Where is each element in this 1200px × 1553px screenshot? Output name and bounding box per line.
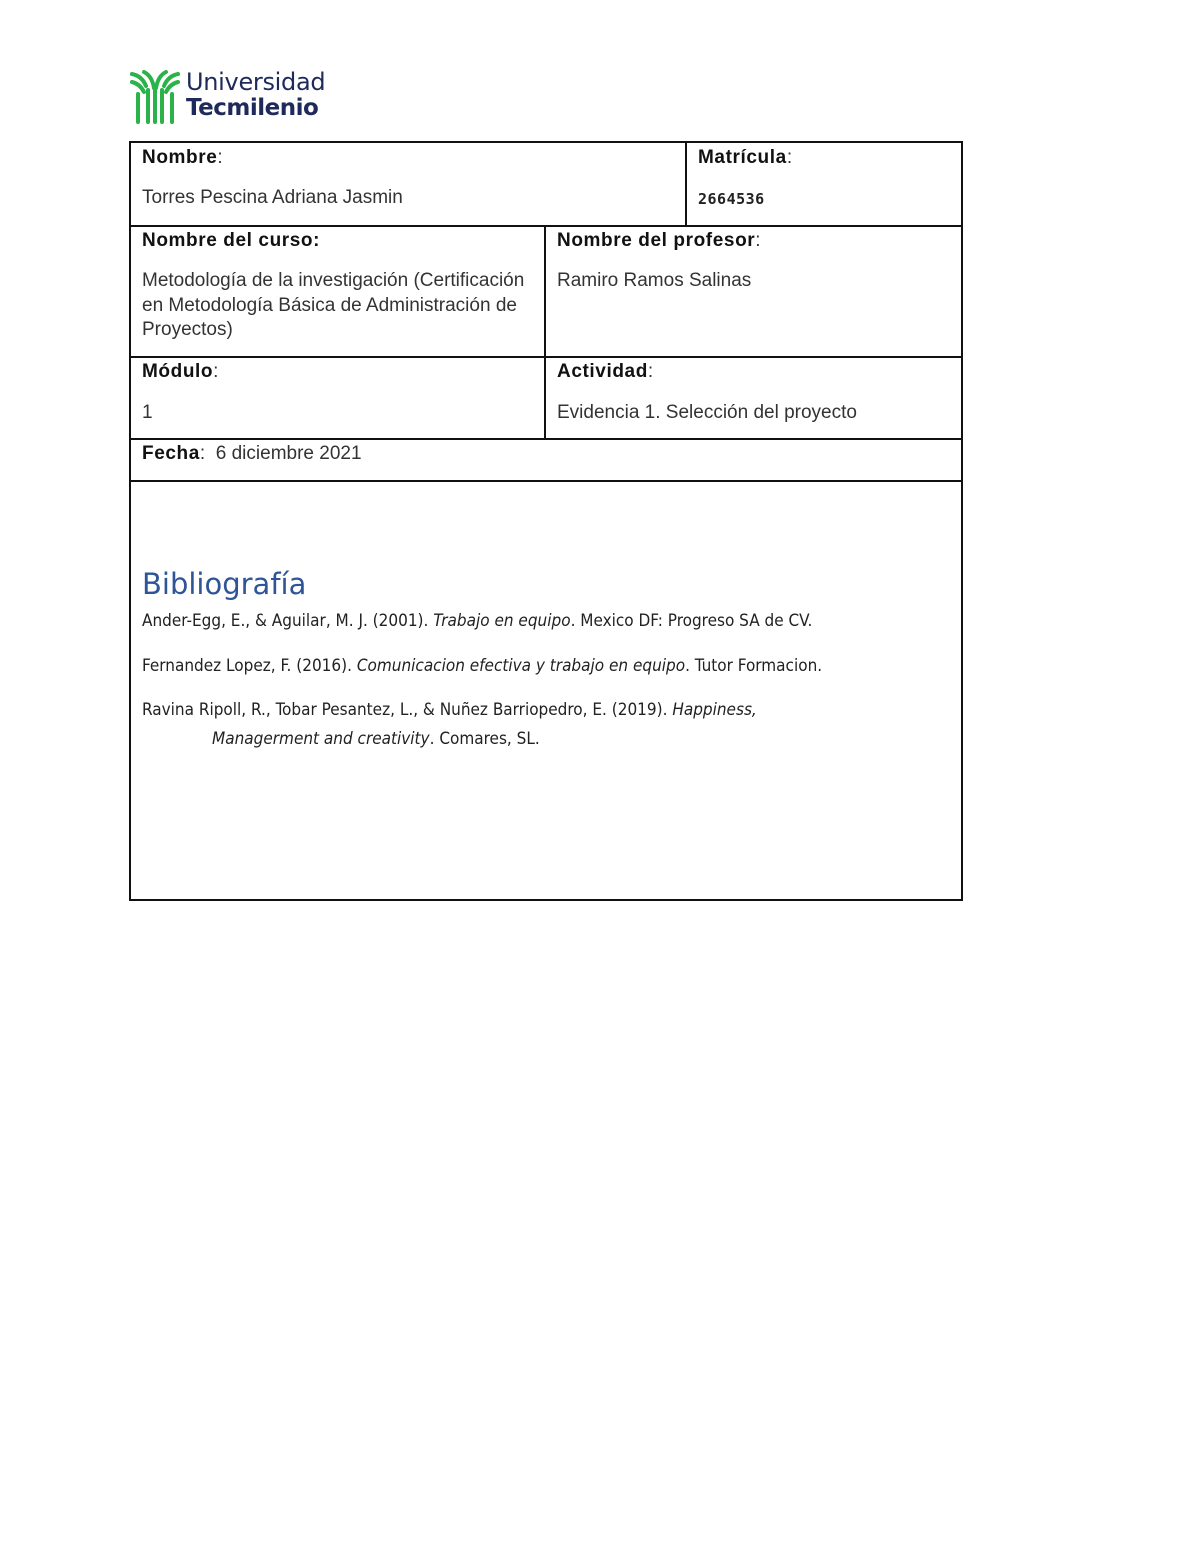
reference-item [142,607,812,636]
university-logo [128,66,328,128]
row-divider [131,480,961,482]
cover-form [129,141,963,901]
reference-text: Ander-Egg, E., & Aguilar, M. J. (2001). [142,611,434,631]
reference-title: Comunicacion efectiva y trabajo en equipo [356,656,686,676]
nombre-label: Nombre [142,147,218,168]
row-divider [131,438,961,440]
profesor-value: Ramiro Ramos Salinas [557,270,752,291]
bibliography-heading: Bibliografía [142,567,307,601]
matricula-value: 2664536 [698,190,765,208]
reference-text: . Comares, SL. [429,729,540,749]
column-divider [544,225,546,438]
modulo-label: Módulo [142,361,214,382]
matricula-cell: Matrícula: [698,147,793,168]
reference-title: Happiness, [672,700,757,720]
nombre-cell: Nombre: [142,147,223,168]
fecha-value: 6 diciembre 2021 [215,443,362,464]
nombre-value: Torres Pescina Adriana Jasmin [142,187,403,208]
reference-title: Trabajo en equipo [433,611,571,631]
row-divider [131,356,961,358]
modulo-value: 1 [142,402,153,423]
row-divider [131,225,961,227]
curso-label: Nombre del curso: [142,230,321,251]
fecha-label: Fecha [142,443,200,464]
logo-brand-text: Tecmilenio [186,95,319,121]
profesor-cell: Nombre del profesor: [557,230,761,251]
matricula-label: Matrícula [698,147,787,168]
column-divider [685,143,687,225]
reference-text: . Mexico DF: Progreso SA de CV. [570,611,813,631]
actividad-cell: Actividad: [557,361,654,382]
reference-text: Ravina Ripoll, R., Tobar Pesantez, L., & Nuñez Barriopedro, E. (2019). [142,700,673,720]
fecha-cell: Fecha: 6 diciembre 2021 [142,443,362,464]
reference-title: Managerment and creativity [212,729,430,749]
curso-value: Metodología de la investigación (Certificación en Metodología Básica de Administración de Proyectos) [142,270,525,340]
reference-text: . Tutor Formacion. [685,656,823,676]
reference-text: Fernandez Lopez, F. (2016). [142,656,357,676]
profesor-label: Nombre del profesor [557,230,756,251]
reference-item [142,652,822,681]
modulo-cell: Módulo: [142,361,219,382]
tecmilenio-emblem-icon [128,66,182,124]
actividad-value: Evidencia 1. Selección del proyecto [557,402,857,423]
logo-university-text: Universidad [186,68,326,96]
reference-item [142,696,757,754]
actividad-label: Actividad [557,361,648,382]
